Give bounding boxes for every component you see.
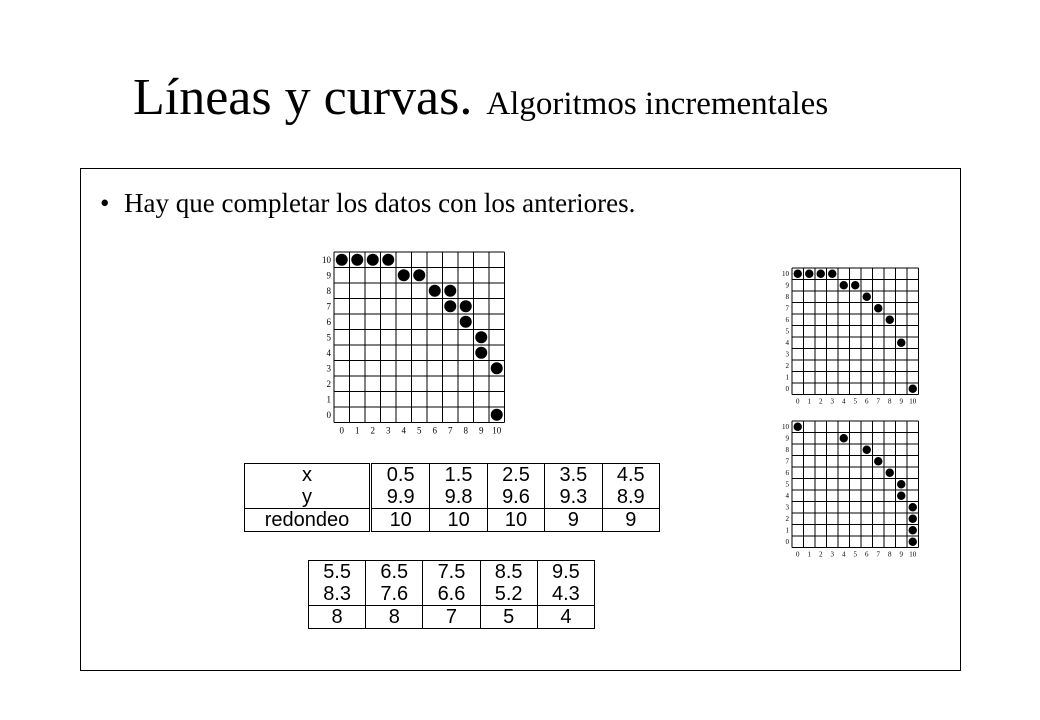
y-tick-label: 6: [785, 316, 789, 325]
pixel-dot: [886, 469, 894, 477]
y-tick-label: 0: [326, 409, 331, 420]
x-tick-label: 8: [888, 550, 892, 559]
x-tick-label: 7: [876, 550, 880, 559]
table1-redondeo-cell: 10: [487, 509, 544, 532]
pixel-dot: [475, 347, 487, 359]
y-tick-label: 7: [326, 301, 331, 312]
table1-redondeo-cell: 9: [545, 509, 602, 532]
pixel-grid-bottom-right: [778, 418, 930, 560]
table1-redondeo-cell: 9: [602, 509, 659, 532]
x-tick-label: 3: [386, 425, 391, 436]
rounding-table-2: [308, 560, 595, 629]
x-tick-label: 9: [899, 550, 903, 559]
table1-x-cell: 3.5: [545, 464, 602, 487]
x-tick-label: 3: [830, 397, 834, 406]
x-tick-label: 0: [796, 397, 800, 406]
pixel-dot: [840, 434, 848, 442]
x-tick-label: 5: [853, 397, 857, 406]
table1-x-cell: 2.5: [487, 464, 544, 487]
x-tick-label: 10: [909, 397, 917, 406]
table1-y-cell: 9.6: [487, 486, 544, 509]
y-tick-label: 10: [782, 423, 789, 432]
pixel-dot: [863, 446, 871, 454]
title-main: Líneas y curvas.: [133, 69, 473, 126]
x-tick-label: 2: [819, 397, 823, 406]
pixel-dot: [851, 281, 859, 289]
table2-redondeo-cell: 8: [366, 606, 423, 629]
table2-y-cell: 6.6: [423, 583, 480, 606]
x-tick-label: 9: [479, 425, 484, 436]
y-tick-label: 8: [326, 285, 331, 296]
pixel-dot: [886, 316, 894, 324]
y-tick-label: 6: [785, 469, 789, 478]
table1-y-cell: 9.9: [371, 486, 430, 509]
x-tick-label: 0: [339, 425, 344, 436]
table2-x-cell: 8.5: [480, 561, 537, 584]
pixel-dot: [897, 480, 905, 488]
x-tick-label: 6: [865, 397, 869, 406]
pixel-dot: [909, 503, 917, 511]
table1-redondeo-cell: 10: [371, 509, 430, 532]
y-tick-label: 0: [785, 538, 789, 547]
y-tick-label: 8: [785, 293, 789, 302]
y-tick-label: 2: [785, 515, 789, 524]
pixel-dot: [460, 316, 472, 328]
x-tick-label: 4: [842, 397, 846, 406]
pixel-dot: [840, 281, 848, 289]
title-subtitle: Algoritmos incrementales: [486, 86, 829, 122]
pixel-dot: [491, 362, 503, 374]
x-tick-label: 3: [830, 550, 834, 559]
pixel-dot: [909, 385, 917, 393]
x-tick-label: 4: [842, 550, 846, 559]
rounding-table-1: [244, 463, 660, 532]
x-tick-label: 10: [909, 550, 917, 559]
y-tick-label: 1: [785, 373, 789, 382]
pixel-dot: [398, 269, 410, 281]
x-tick-label: 7: [448, 425, 453, 436]
table1-label-y: y: [245, 486, 371, 509]
pixel-grid-top-right: [778, 265, 930, 407]
y-tick-label: 4: [785, 339, 789, 348]
x-tick-label: 0: [796, 550, 800, 559]
y-tick-label: 9: [785, 434, 789, 443]
table2-x-cell: 7.5: [423, 561, 480, 584]
pixel-dot: [863, 293, 871, 301]
y-tick-label: 7: [785, 457, 789, 466]
y-tick-label: 9: [785, 281, 789, 290]
x-tick-label: 4: [401, 425, 406, 436]
pixel-dot: [794, 423, 802, 431]
y-tick-label: 3: [326, 363, 331, 374]
pixel-dot: [382, 254, 394, 266]
x-tick-label: 10: [492, 425, 502, 436]
y-tick-label: 4: [785, 492, 789, 501]
table2-y-cell: 5.2: [480, 583, 537, 606]
y-tick-label: 1: [326, 394, 331, 405]
bullet-item: [100, 188, 635, 219]
y-tick-label: 9: [326, 270, 331, 281]
pixel-dot: [475, 331, 487, 343]
x-tick-label: 6: [865, 550, 869, 559]
table2-x-cell: 5.5: [309, 561, 366, 584]
y-tick-label: 8: [785, 446, 789, 455]
y-tick-label: 1: [785, 526, 789, 535]
pixel-dot: [805, 270, 813, 278]
table1-y-cell: 8.9: [602, 486, 659, 509]
pixel-dot: [874, 304, 882, 312]
y-tick-label: 10: [782, 270, 789, 279]
pixel-dot: [429, 285, 441, 297]
table2-redondeo-cell: 5: [480, 606, 537, 629]
x-tick-label: 8: [888, 397, 892, 406]
pixel-dot: [460, 300, 472, 312]
y-tick-label: 6: [326, 316, 331, 327]
table2-y-cell: 8.3: [309, 583, 366, 606]
pixel-dot: [874, 457, 882, 465]
x-tick-label: 8: [463, 425, 468, 436]
table1-redondeo-cell: 10: [430, 509, 487, 532]
y-tick-label: 10: [322, 254, 331, 265]
table2-redondeo-cell: 7: [423, 606, 480, 629]
y-tick-label: 5: [326, 332, 331, 343]
table1-x-cell: 1.5: [430, 464, 487, 487]
x-tick-label: 1: [355, 425, 360, 436]
table1-label-redondeo: redondeo: [245, 509, 371, 532]
x-tick-label: 1: [807, 550, 811, 559]
y-tick-label: 5: [785, 327, 789, 336]
pixel-dot: [336, 254, 348, 266]
pixel-dot: [413, 269, 425, 281]
pixel-dot: [794, 270, 802, 278]
table1-y-cell: 9.8: [430, 486, 487, 509]
pixel-dot: [909, 515, 917, 523]
pixel-dot: [897, 339, 905, 347]
y-tick-label: 3: [785, 350, 789, 359]
pixel-dot: [444, 285, 456, 297]
pixel-dot: [491, 409, 503, 421]
table1-y-cell: 9.3: [545, 486, 602, 509]
pixel-dot: [909, 538, 917, 546]
y-tick-label: 2: [785, 362, 789, 371]
x-tick-label: 9: [899, 397, 903, 406]
y-tick-label: 5: [785, 480, 789, 489]
pixel-dot: [351, 254, 363, 266]
x-tick-label: 1: [807, 397, 811, 406]
x-tick-label: 7: [876, 397, 880, 406]
table2-y-cell: 4.3: [537, 583, 594, 606]
x-tick-label: 6: [432, 425, 437, 436]
table1-x-cell: 4.5: [602, 464, 659, 487]
table1-x-cell: 0.5: [371, 464, 430, 487]
table2-x-cell: 6.5: [366, 561, 423, 584]
y-tick-label: 2: [326, 378, 331, 389]
y-tick-label: 3: [785, 503, 789, 512]
y-tick-label: 4: [326, 347, 331, 358]
bullet-symbol: •: [100, 188, 110, 218]
pixel-dot: [897, 492, 905, 500]
pixel-dot: [909, 526, 917, 534]
table2-y-cell: 7.6: [366, 583, 423, 606]
x-tick-label: 2: [370, 425, 375, 436]
pixel-dot: [828, 270, 836, 278]
table1-label-x: x: [245, 464, 371, 487]
y-tick-label: 0: [785, 385, 789, 394]
bullet-text: Hay que completar los datos con los anteriores.: [124, 188, 636, 218]
y-tick-label: 7: [785, 304, 789, 313]
table2-redondeo-cell: 4: [537, 606, 594, 629]
pixel-dot: [444, 300, 456, 312]
x-tick-label: 2: [819, 550, 823, 559]
pixel-dot: [817, 270, 825, 278]
table2-redondeo-cell: 8: [309, 606, 366, 629]
pixel-grid-main: [318, 248, 518, 444]
table2-x-cell: 9.5: [537, 561, 594, 584]
pixel-dot: [367, 254, 379, 266]
slide-title: [133, 69, 829, 126]
x-tick-label: 5: [417, 425, 422, 436]
x-tick-label: 5: [853, 550, 857, 559]
